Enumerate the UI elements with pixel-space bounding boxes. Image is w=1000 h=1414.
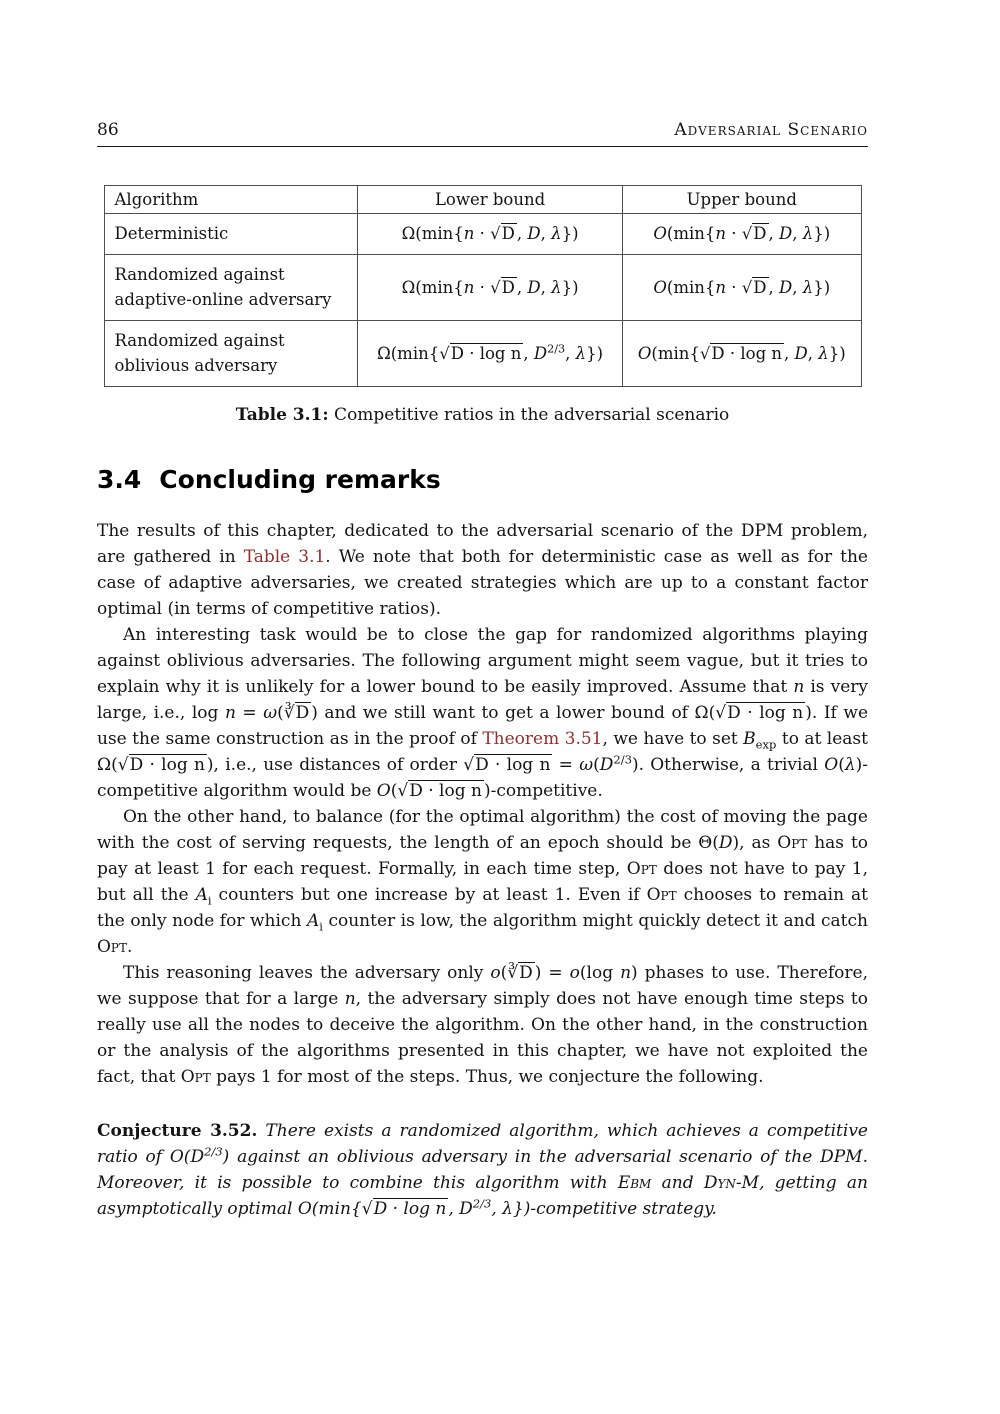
sqrt-expression: √D — [490, 224, 515, 244]
cbrt-expression: ∛D — [283, 702, 310, 723]
upper-bound-cell: O(min{n · √D , D, λ}) — [623, 254, 861, 320]
sqrt-expression: √D · log n — [463, 754, 551, 775]
table-row — [104, 214, 861, 255]
sqrt-expression: √D · log n — [397, 780, 482, 801]
lower-bound-cell: Ω(min{√D · log n , $D^{2/3}$, λ}) — [358, 320, 623, 386]
algorithm-cell: Deterministic — [104, 214, 358, 255]
cross-reference-link[interactable]: Theorem 3.51 — [482, 728, 603, 749]
sqrt-expression: √D — [741, 277, 767, 297]
table-header-row — [104, 186, 861, 214]
paragraph: On the other hand, to balance (for the optimal algorithm) the cost of moving the page with the cost of serving requests, the length of an epoch should be Θ(D), as Opt has to pay at least 1 for each request. Formally, in each time step, Opt does not have to pay 1, but all the $A_i$ counters but one increase by at least 1. Even if Opt chooses to remain at the only node for which $A_i$ counter is low, the algorithm might quickly detect it and catch Opt. — [97, 806, 869, 957]
sqrt-expression: √D · log n — [699, 343, 783, 363]
section-title: Concluding remarks — [159, 464, 441, 494]
body-text — [97, 518, 868, 1222]
column-header-algorithm: Algorithm — [104, 186, 358, 214]
paragraph: The results of this chapter, dedicated to the adversarial scenario of the DPM problem, are gathered in Table 3.1. We note that both for deterministic case as well as for the case of adaptive adversaries, we created strategies which are up to a constant factor optimal (in terms of competitive ratios). — [97, 520, 868, 619]
paragraph: An interesting task would be to close the gap for randomized algorithms playing against oblivious adversaries. The following argument might seem vague, but it tries to explain why it is unlikely for a lower bound to be easily improved. Assume that n is very large, i.e., log n = ω(∛D ) and we still want to get a lower bound of Ω(√D · log n ). If we use the same construction as in the proof of Theorem 3.51, we have to set $B_{exp}$ to at least Ω(√D · log n ), i.e., use distances of order $√D \cdot \log n = \omega(D^{2/3})$. Otherwise, a trivial O(λ)-competitive algorithm would be O(√D · log n )-competitive. — [97, 624, 869, 801]
algorithm-cell: Randomized against adaptive-online adversary — [104, 254, 358, 320]
sqrt-expression: √D — [741, 224, 767, 244]
conjecture-block: Conjecture 3.52. There exists a randomized algorithm, which achieves a competitive ratio of $O(D^{2/3})$ against an oblivious adversary in the adversarial scenario of the DPM. Moreover, it is possible to combine this algorithm with Ebm and Dyn-M, getting an asymptotically optimal O(min{√D · log n , $D^{2/3}$, λ})-competitive strategy. — [97, 1120, 868, 1219]
column-header-upper-bound: Upper bound — [623, 186, 861, 214]
page-number: 86 — [97, 120, 119, 140]
sqrt-expression: √D · log n — [715, 702, 804, 723]
sqrt-expression: √D · log n — [439, 343, 522, 363]
table-row — [104, 254, 861, 320]
lower-bound-cell: Ω(min{n · √D , D, λ}) — [358, 214, 623, 255]
upper-bound-cell: O(min{n · √D , D, λ}) — [623, 214, 861, 255]
page-header — [97, 120, 868, 147]
table-caption: Table 3.1: Competitive ratios in the adversarial scenario — [235, 404, 730, 425]
sqrt-expression: √D · log n — [117, 754, 205, 775]
cross-reference-link[interactable]: Table 3.1 — [243, 546, 326, 567]
column-header-lower-bound: Lower bound — [358, 186, 623, 214]
paragraph: This reasoning leaves the adversary only o(∛D ) = o(log n) phases to use. Therefore, we suppose that for a large n, the adversary simply does not have enough time steps to really use all the nodes to deceive the algorithm. On the other hand, in the construction or the analysis of the algorithms presented in this chapter, we have not exploited the fact, that Opt pays 1 for most of the steps. Thus, we conjecture the following. — [97, 962, 868, 1087]
lower-bound-cell: Ω(min{n · √D , D, λ}) — [358, 254, 623, 320]
sqrt-expression: √D · log n — [361, 1198, 447, 1219]
section-heading — [97, 465, 868, 494]
cbrt-expression: ∛D — [507, 962, 533, 983]
algorithm-cell: Randomized against oblivious adversary — [104, 320, 358, 386]
table-row — [104, 320, 861, 386]
competitive-ratios-table — [104, 185, 862, 387]
upper-bound-cell: O(min{√D · log n , D, λ}) — [623, 320, 861, 386]
sqrt-expression: √D — [490, 277, 515, 297]
section-number: 3.4 — [97, 464, 142, 494]
running-head: Adversarial Scenario — [674, 120, 868, 140]
